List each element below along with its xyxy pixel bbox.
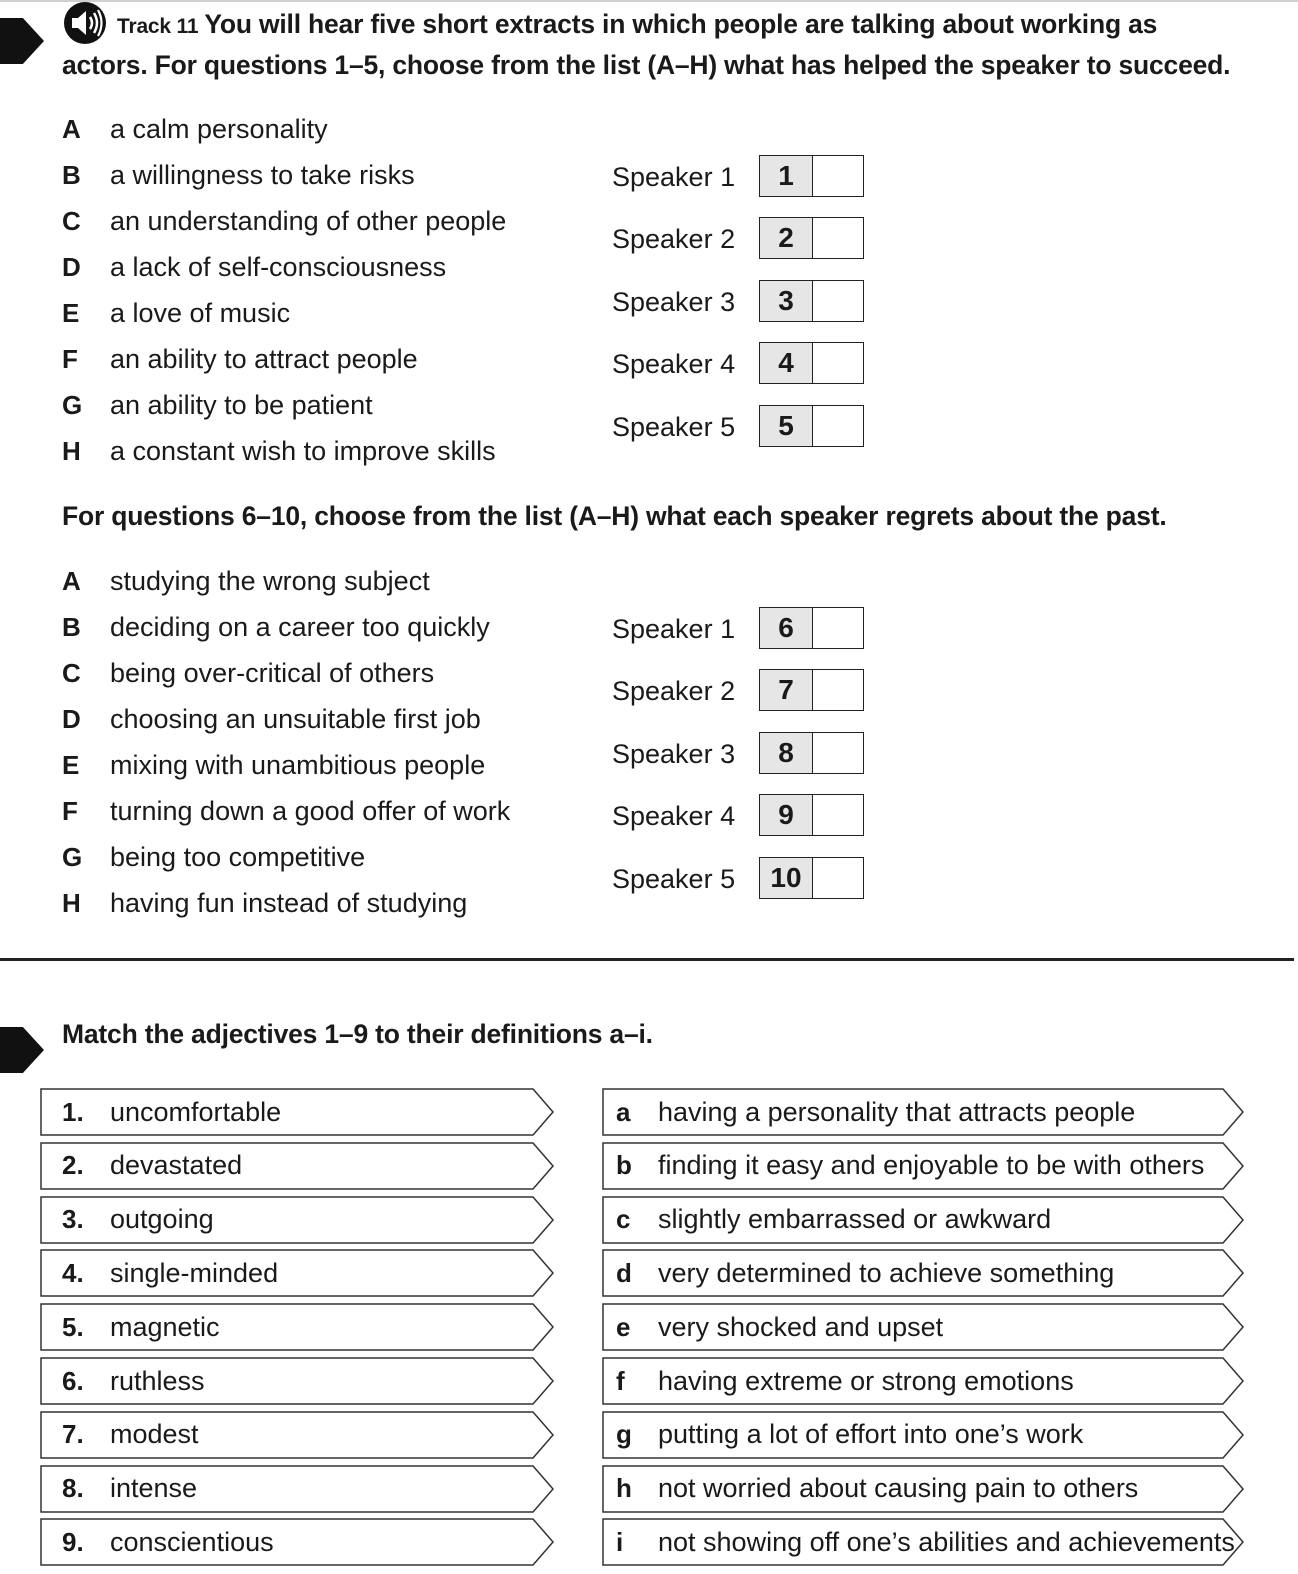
definition-item[interactable] xyxy=(602,1303,1244,1351)
definition-item[interactable] xyxy=(602,1088,1244,1136)
match-content xyxy=(40,1142,242,1190)
question-number: 6 xyxy=(760,608,813,648)
option-letter: C xyxy=(62,205,81,236)
option-text: a love of music xyxy=(110,297,291,328)
item-index: b xyxy=(616,1150,632,1181)
answer-box[interactable] xyxy=(759,280,864,322)
answer-box[interactable] xyxy=(759,155,864,197)
match-content xyxy=(40,1249,278,1297)
option-letter: B xyxy=(62,159,81,190)
adjective-item[interactable] xyxy=(40,1357,554,1405)
item-text: single-minded xyxy=(110,1257,279,1288)
item-index: 3. xyxy=(62,1204,84,1235)
answer-box[interactable] xyxy=(759,607,864,649)
option-item xyxy=(62,880,467,926)
item-text: having extreme or strong emotions xyxy=(658,1365,1074,1396)
item-text: magnetic xyxy=(110,1311,220,1342)
option-letter: F xyxy=(62,343,78,374)
question-number: 9 xyxy=(760,795,813,835)
match-content xyxy=(602,1303,943,1351)
match-content xyxy=(40,1411,199,1459)
definition-item[interactable] xyxy=(602,1518,1244,1566)
option-item xyxy=(62,198,506,244)
match-content xyxy=(40,1088,281,1136)
question-number: 10 xyxy=(760,858,813,898)
option-text: an ability to attract people xyxy=(110,343,418,374)
item-text: uncomfortable xyxy=(110,1096,282,1127)
match-content xyxy=(40,1518,274,1566)
adjective-item[interactable] xyxy=(40,1518,554,1566)
exercise-marker-1 xyxy=(0,18,44,64)
adjective-item[interactable] xyxy=(40,1411,554,1459)
answer-box[interactable] xyxy=(759,732,864,774)
item-text: devastated xyxy=(110,1150,243,1181)
adjective-item[interactable] xyxy=(40,1142,554,1190)
option-letter: H xyxy=(62,887,81,918)
match-content xyxy=(602,1411,1083,1459)
item-index: a xyxy=(616,1096,631,1127)
item-index: g xyxy=(616,1419,632,1450)
item-text: having a personality that attracts people xyxy=(658,1096,1136,1127)
part2-instruction: For questions 6–10, choose from the list (A–H) what each speaker regrets about the past. xyxy=(62,501,1167,531)
option-item xyxy=(62,244,446,290)
item-index: f xyxy=(616,1365,625,1396)
option-letter: E xyxy=(62,297,80,328)
answer-input[interactable] xyxy=(813,343,863,383)
answer-input[interactable] xyxy=(813,281,863,321)
option-text: deciding on a career too quickly xyxy=(110,611,490,642)
option-text: a lack of self-consciousness xyxy=(110,251,447,282)
option-letter: G xyxy=(62,389,83,420)
item-index: c xyxy=(616,1204,631,1235)
item-index: 7. xyxy=(62,1419,84,1450)
definition-item[interactable] xyxy=(602,1465,1244,1513)
option-letter: G xyxy=(62,841,83,872)
option-letter: H xyxy=(62,435,81,466)
match-content xyxy=(602,1357,1074,1405)
top-rule xyxy=(0,0,1298,2)
question-number: 5 xyxy=(760,406,813,446)
item-text: not worried about causing pain to others xyxy=(658,1473,1139,1504)
option-letter: A xyxy=(62,113,81,144)
item-index: 4. xyxy=(62,1257,84,1288)
item-text: conscientious xyxy=(110,1526,274,1557)
option-letter: A xyxy=(62,565,81,596)
exercise2-instruction: Match the adjectives 1–9 to their definitions a–i. xyxy=(62,1019,653,1049)
item-index: 8. xyxy=(62,1473,84,1504)
item-index: 2. xyxy=(62,1150,84,1181)
question-number: 7 xyxy=(760,670,813,710)
item-text: very determined to achieve something xyxy=(658,1257,1115,1288)
speaker-label: Speaker 2 xyxy=(612,224,736,255)
option-text: a willingness to take risks xyxy=(110,159,415,190)
option-text: an understanding of other people xyxy=(110,205,507,236)
option-item xyxy=(62,152,415,198)
item-index: 5. xyxy=(62,1311,84,1342)
option-item xyxy=(62,558,430,604)
answer-box[interactable] xyxy=(759,217,864,259)
answer-input[interactable] xyxy=(813,733,863,773)
exercise1-instruction xyxy=(62,5,1230,85)
instruction-line-1: You will hear five short extracts in which people are talking about working as xyxy=(204,9,1158,39)
option-item xyxy=(62,650,434,696)
option-text: studying the wrong subject xyxy=(110,565,430,596)
option-text: being too competitive xyxy=(110,841,366,872)
option-item xyxy=(62,696,481,742)
match-content xyxy=(602,1142,1204,1190)
item-text: outgoing xyxy=(110,1204,214,1235)
item-index: e xyxy=(616,1311,631,1342)
definition-item[interactable] xyxy=(602,1196,1244,1244)
item-text: not showing off one’s abilities and achievements xyxy=(658,1526,1235,1557)
option-text: a constant wish to improve skills xyxy=(110,435,496,466)
question-number: 2 xyxy=(760,218,813,258)
answer-input[interactable] xyxy=(813,608,863,648)
speaker-label: Speaker 2 xyxy=(612,676,736,707)
speaker-label: Speaker 5 xyxy=(612,411,736,442)
item-index: 1. xyxy=(62,1096,84,1127)
item-index: i xyxy=(616,1526,624,1557)
option-text: mixing with unambitious people xyxy=(110,749,486,780)
definition-item[interactable] xyxy=(602,1249,1244,1297)
answer-input[interactable] xyxy=(813,858,863,898)
answer-input[interactable] xyxy=(813,218,863,258)
option-letter: D xyxy=(62,251,81,282)
answer-input[interactable] xyxy=(813,670,863,710)
option-letter: C xyxy=(62,657,81,688)
speaker-label: Speaker 1 xyxy=(612,614,736,644)
answer-box[interactable] xyxy=(759,342,864,384)
item-text: slightly embarrassed or awkward xyxy=(658,1204,1052,1235)
item-index: 6. xyxy=(62,1365,84,1396)
match-content xyxy=(602,1088,1135,1136)
option-item xyxy=(62,336,418,382)
option-letter: D xyxy=(62,703,81,734)
match-content xyxy=(602,1196,1051,1244)
match-content xyxy=(40,1303,220,1351)
option-text: a calm personality xyxy=(110,113,328,144)
adjective-item[interactable] xyxy=(40,1196,554,1244)
match-content xyxy=(40,1196,214,1244)
definition-item[interactable] xyxy=(602,1357,1244,1405)
option-text: turning down a good offer of work xyxy=(110,795,511,826)
option-item xyxy=(62,382,373,428)
instruction-line-2: actors. For questions 1–5, choose from the list (A–H) what has helped the speaker to succeed. xyxy=(62,50,1231,80)
question-number: 1 xyxy=(760,156,813,196)
speaker-label: Speaker 3 xyxy=(612,286,736,317)
match-content xyxy=(602,1249,1114,1297)
option-letter: E xyxy=(62,749,80,780)
option-letter: F xyxy=(62,795,78,826)
adjective-item[interactable] xyxy=(40,1249,554,1297)
item-index: d xyxy=(616,1257,632,1288)
item-text: very shocked and upset xyxy=(658,1311,944,1342)
answer-box[interactable] xyxy=(759,857,864,899)
section-divider xyxy=(0,958,1294,961)
item-text: putting a lot of effort into one’s work xyxy=(658,1419,1084,1450)
definition-item[interactable] xyxy=(602,1142,1244,1190)
adjective-item[interactable] xyxy=(40,1465,554,1513)
item-text: finding it easy and enjoyable to be with others xyxy=(658,1150,1205,1181)
option-item xyxy=(62,834,365,880)
speaker-label: Speaker 3 xyxy=(612,738,736,769)
option-text: an ability to be patient xyxy=(110,389,373,420)
question-number: 8 xyxy=(760,733,813,773)
option-item xyxy=(62,428,496,474)
definition-item[interactable] xyxy=(602,1411,1244,1459)
option-item xyxy=(62,106,328,152)
answer-input[interactable] xyxy=(813,406,863,446)
item-index: h xyxy=(616,1473,632,1504)
answer-box[interactable] xyxy=(759,405,864,447)
option-letter: B xyxy=(62,611,81,642)
match-content xyxy=(602,1518,1235,1566)
item-text: modest xyxy=(110,1419,199,1450)
option-item xyxy=(62,788,510,834)
adjective-item[interactable] xyxy=(40,1303,554,1351)
option-item xyxy=(62,290,290,336)
answer-box[interactable] xyxy=(759,794,864,836)
exercise-marker-2 xyxy=(0,1027,44,1073)
speaker-label: Speaker 1 xyxy=(612,162,736,192)
option-text: being over-critical of others xyxy=(110,657,435,688)
question-number: 3 xyxy=(760,281,813,321)
option-item xyxy=(62,604,490,650)
answer-input[interactable] xyxy=(813,795,863,835)
question-number: 4 xyxy=(760,343,813,383)
item-index: 9. xyxy=(62,1526,84,1557)
speaker-label: Speaker 4 xyxy=(612,801,736,832)
option-text: choosing an unsuitable first job xyxy=(110,703,481,734)
item-text: intense xyxy=(110,1473,198,1504)
item-text: ruthless xyxy=(110,1365,205,1396)
option-item xyxy=(62,742,485,788)
speaker-label: Speaker 5 xyxy=(612,863,736,894)
answer-box[interactable] xyxy=(759,669,864,711)
match-content xyxy=(40,1357,205,1405)
match-content xyxy=(40,1465,197,1513)
track-label: Track 11 xyxy=(117,15,199,38)
adjective-item[interactable] xyxy=(40,1088,554,1136)
answer-input[interactable] xyxy=(813,156,863,196)
speaker-label: Speaker 4 xyxy=(612,349,736,380)
match-content xyxy=(602,1465,1138,1513)
option-text: having fun instead of studying xyxy=(110,887,468,918)
